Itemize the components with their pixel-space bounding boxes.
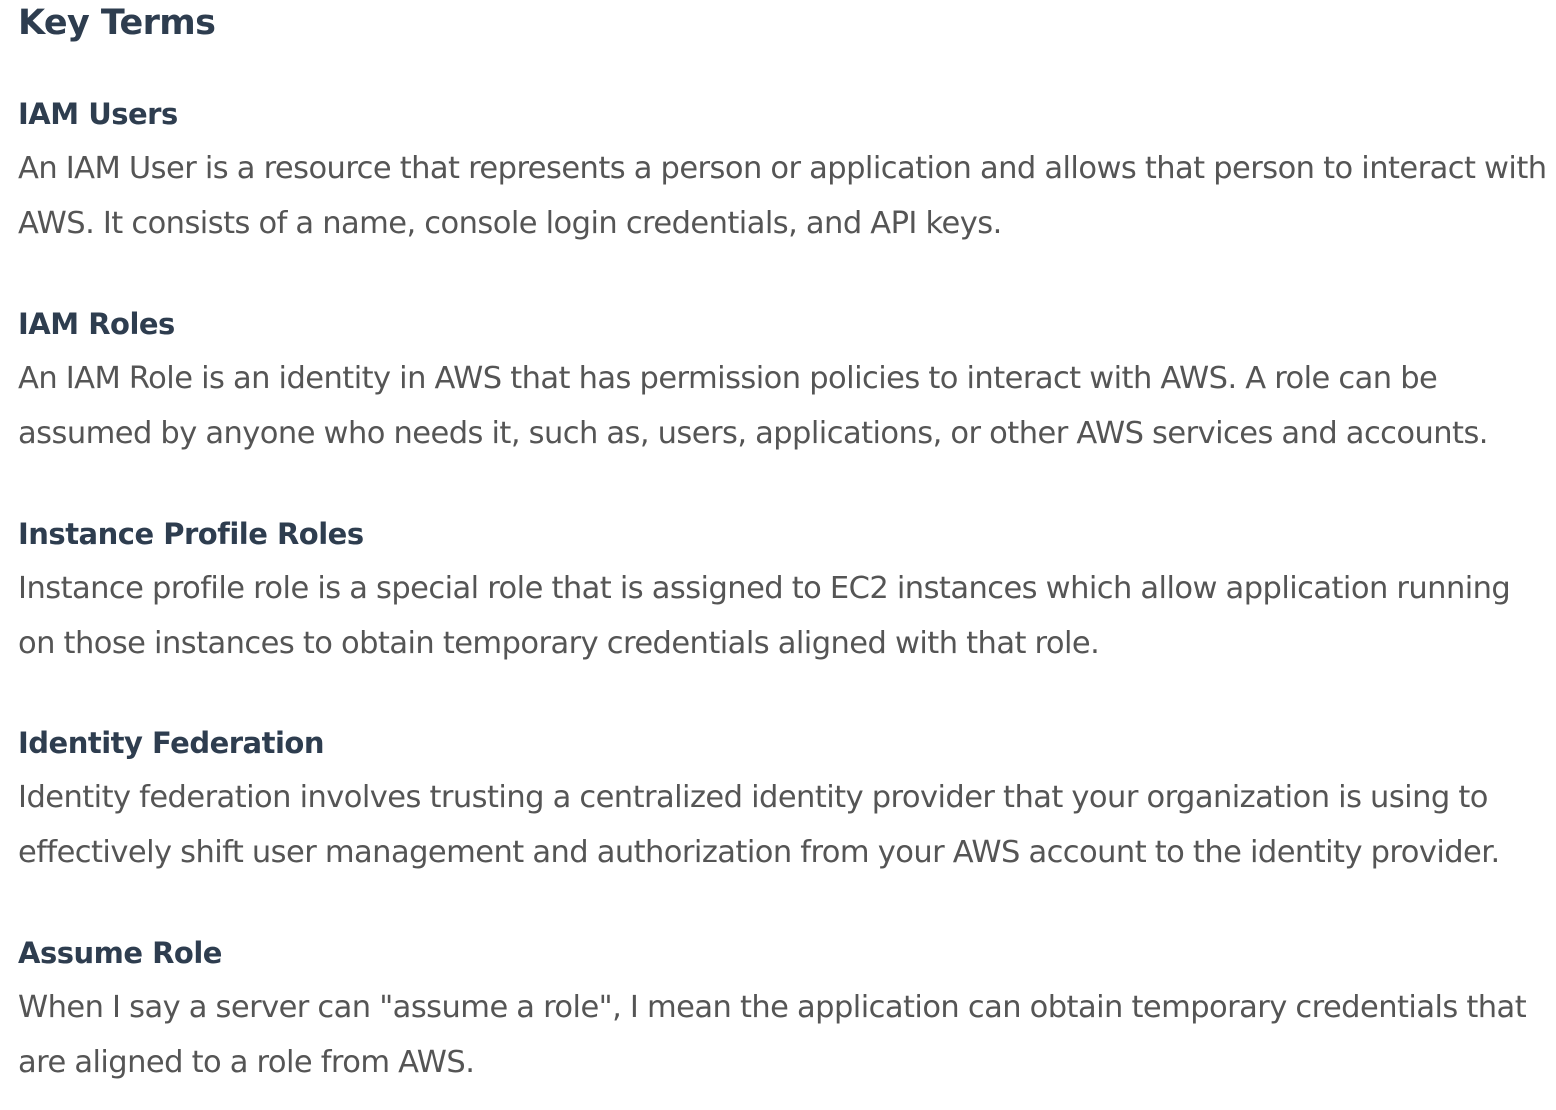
term-definition: An IAM Role is an identity in AWS that has permission policies to interact with AWS. A role can be assumed by anyone who needs it, such as, users, applications, or other AWS services and accounts. (18, 361, 1488, 451)
term-definition: When I say a server can "assume a role", I mean the application can obtain temporary credentials that are aligned to a role from AWS. (18, 990, 1527, 1080)
term-section-iam-roles (18, 304, 1548, 461)
term-definition: Identity federation involves trusting a centralized identity provider that your organization is using to effectively shift user management and authorization from your AWS account to the identity provider. (18, 780, 1500, 870)
term-heading: Assume Role (18, 936, 222, 970)
term-definition: Instance profile role is a special role that is assigned to EC2 instances which allow application running on those instances to obtain temporary credentials aligned with that role. (18, 571, 1511, 661)
term-section-instance-profile-roles (18, 514, 1548, 671)
term-section-assume-role (18, 933, 1548, 1090)
term-section-identity-federation (18, 723, 1548, 880)
term-definition: An IAM User is a resource that represents a person or application and allows that person to interact with AWS. It consists of a name, console login credentials, and API keys. (18, 151, 1547, 241)
page-title: Key Terms (18, 3, 216, 43)
term-heading: Identity Federation (18, 726, 325, 760)
term-heading: IAM Users (18, 97, 178, 131)
term-heading: IAM Roles (18, 307, 175, 341)
term-heading: Instance Profile Roles (18, 517, 364, 551)
term-section-iam-users (18, 94, 1548, 251)
